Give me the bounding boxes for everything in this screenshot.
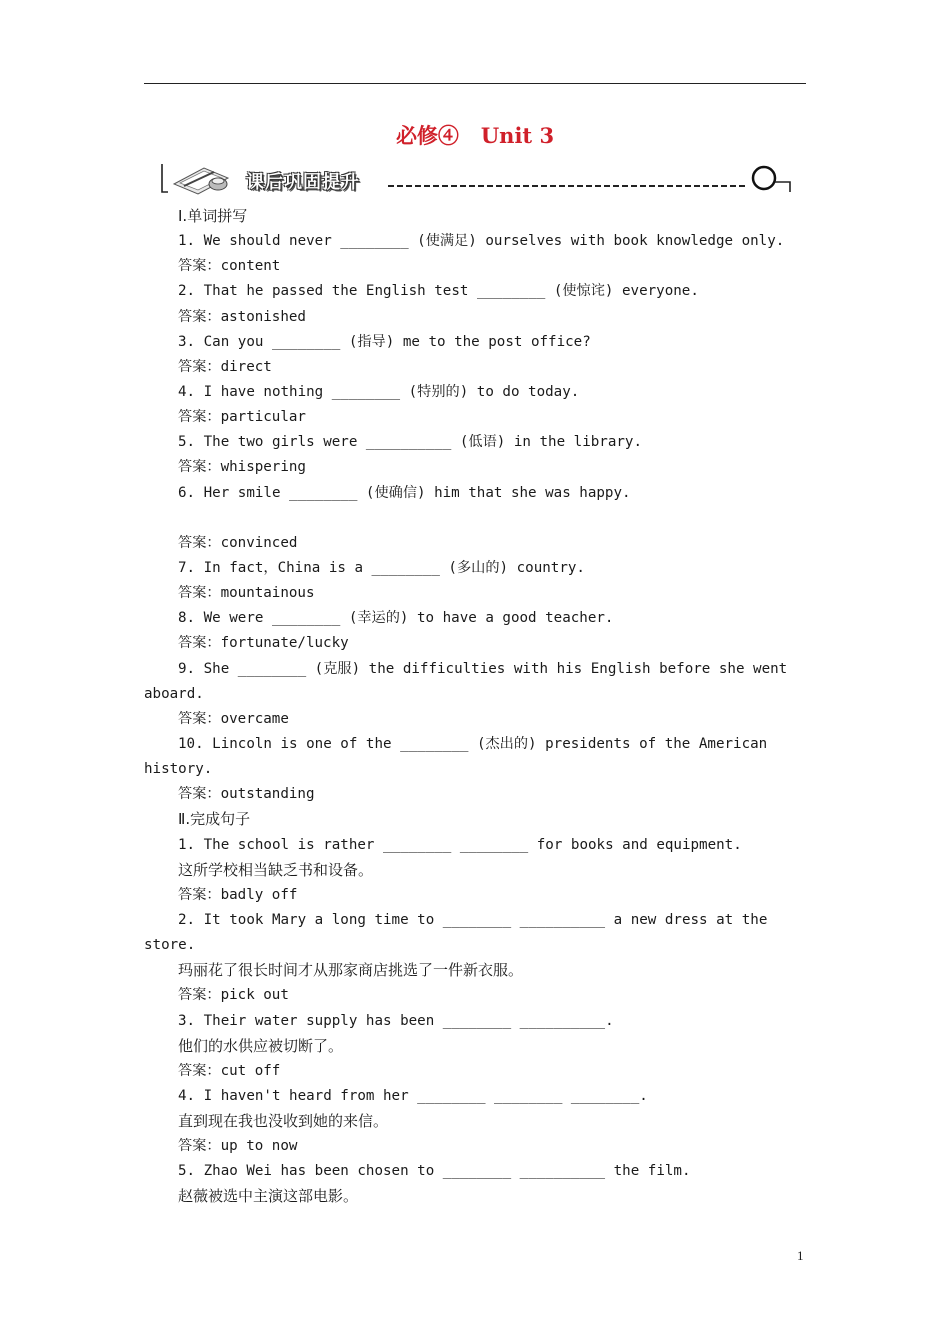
exercise-line: 他们的水供应被切断了。 bbox=[178, 1036, 344, 1055]
exercise-line: history. bbox=[144, 761, 213, 778]
exercise-line: 答案：astonished bbox=[178, 308, 306, 325]
exercise-line: aboard. bbox=[144, 685, 204, 702]
exercise-line: 答案：pick out bbox=[178, 987, 289, 1004]
exercise-line: 7. In fact，China is a ________ (多山的) country. bbox=[178, 559, 585, 576]
exercise-line: 6. Her smile ________ (使确信) him that she was happy. bbox=[178, 484, 631, 501]
exercise-line: 10. Lincoln is one of the ________ (杰出的) presidents of the American bbox=[178, 735, 768, 752]
section-banner-label: 课后巩固提升 bbox=[246, 172, 360, 193]
blank-line bbox=[144, 506, 806, 531]
exercise-line: 这所学校相当缺乏书和设备。 bbox=[178, 860, 374, 879]
exercise-line: 3. Their water supply has been ________ __________. bbox=[178, 1012, 614, 1029]
exercise-line: 答案：direct bbox=[178, 358, 272, 375]
exercise-line: 4. I haven't heard from her ________ ________ ________. bbox=[178, 1087, 648, 1104]
exercise-line: 答案：content bbox=[178, 258, 281, 275]
exercise-line: 3. Can you ________ (指导) me to the post office? bbox=[178, 333, 591, 350]
exercise-line: 答案：fortunate/lucky bbox=[178, 635, 349, 652]
exercise-line: 1. The school is rather ________ ________ for books and equipment. bbox=[178, 836, 742, 853]
exercise-content bbox=[144, 204, 806, 1210]
exercise-line: 赵薇被选中主演这部电影。 bbox=[178, 1187, 359, 1206]
exercise-line: 答案：whispering bbox=[178, 459, 306, 476]
exercise-line: 5. Zhao Wei has been chosen to ________ __________ the film. bbox=[178, 1163, 691, 1180]
exercise-line: 答案：overcame bbox=[178, 710, 289, 727]
exercise-line: 直到现在我也没收到她的来信。 bbox=[178, 1112, 389, 1131]
exercise-line: 答案：particular bbox=[178, 409, 306, 426]
exercise-line: store. bbox=[144, 937, 196, 954]
exercise-line: 答案：badly off bbox=[178, 886, 298, 903]
exercise-line: 9. She ________ (克服) the difficulties with his English before she went bbox=[178, 660, 788, 677]
exercise-line: 2. That he passed the English test ________ (使惊诧) everyone. bbox=[178, 283, 699, 300]
exercise-line: 8. We were ________ (幸运的) to have a good teacher. bbox=[178, 610, 614, 627]
exercise-line: 2. It took Mary a long time to ________ __________ a new dress at the bbox=[178, 911, 768, 928]
exercise-line: Ⅱ.完成句子 bbox=[178, 810, 251, 829]
top-rule bbox=[144, 83, 806, 84]
exercise-line: 4. I have nothing ________ (特别的) to do today. bbox=[178, 383, 580, 400]
page-title: 必修④ Unit 3 bbox=[395, 123, 555, 148]
page-number: 1 bbox=[797, 1248, 804, 1263]
exercise-line: Ⅰ.单词拼写 bbox=[178, 207, 248, 225]
exercise-line: 答案：cut off bbox=[178, 1062, 281, 1079]
exercise-line: 答案：mountainous bbox=[178, 585, 315, 602]
stationery-icon bbox=[174, 168, 228, 194]
exercise-line: 答案：convinced bbox=[178, 534, 298, 551]
exercise-line: 5. The two girls were __________ (低语) in the library. bbox=[178, 434, 642, 451]
exercise-line: 答案：outstanding bbox=[178, 786, 315, 803]
exercise-line: 答案：up to now bbox=[178, 1138, 298, 1155]
exercise-line: 玛丽花了很长时间才从那家商店挑选了一件新衣服。 bbox=[178, 961, 524, 980]
exercise-line: 1. We should never ________ (使满足) ourselves with book knowledge only. bbox=[178, 233, 785, 250]
